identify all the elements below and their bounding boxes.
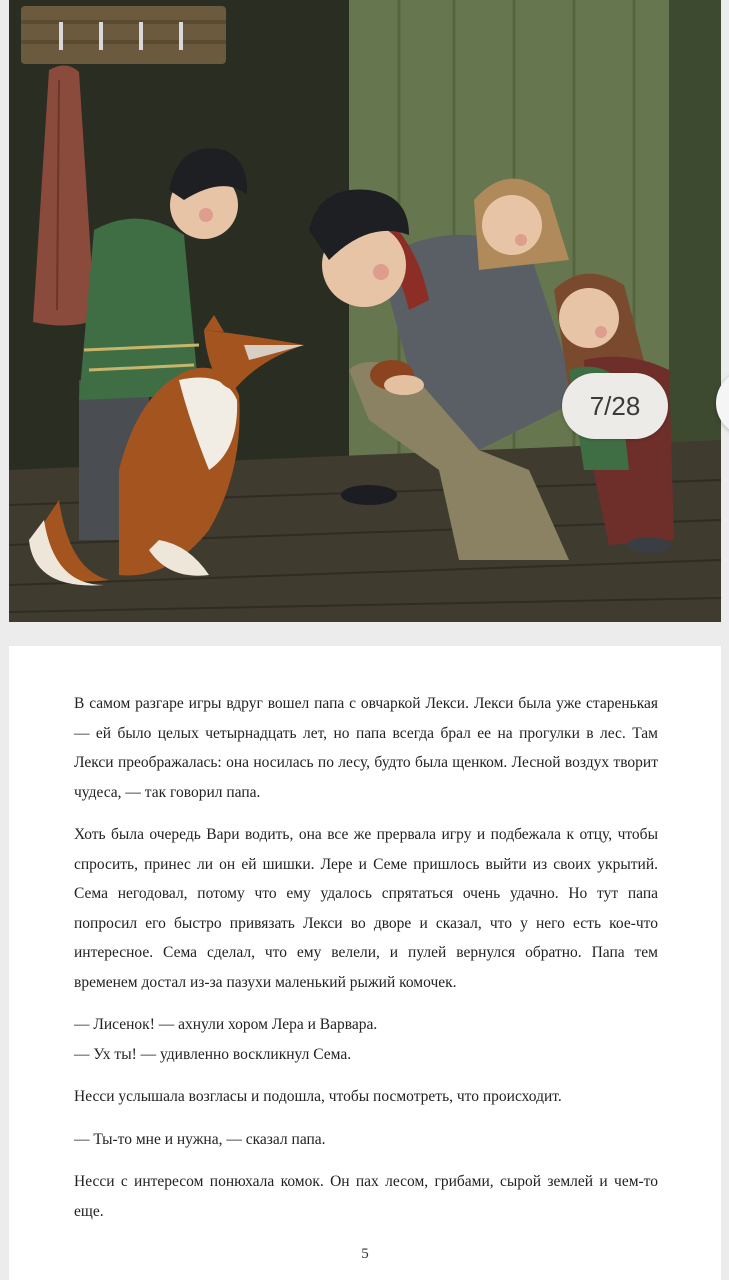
page-number: 5 — [361, 1246, 369, 1262]
paragraph: Хоть была очередь Вари водить, она все же прервала игру и подбежала к отцу, чтобы спросить, принес ли он ей шишки. Лере и Семе пришлось выйти из своих укрытий. Сема негодовал, потому что ему удалось спрятаться очень удачно. Но тут папа попросил его быстро привязать Лекси во дворе и сказал, что у него есть кое-что интересное. Сема сделал, что ему велели, и пулей вернулся обратно. Папа тем временем достал из-за пазухи маленький рыжий комочек. — [74, 826, 658, 991]
paragraph: — Ты-то мне и нужна, — сказал папа. — [74, 1130, 326, 1148]
text-page — [9, 646, 721, 1280]
paragraph: Несси услышала возгласы и подошла, чтобы посмотреть, что происходит. — [74, 1088, 562, 1105]
story-text — [74, 689, 658, 1239]
paragraph: — Ух ты! — удивленно воскликнул Сема. — [74, 1045, 352, 1063]
paragraph: — Лисенок! — ахнули хором Лера и Варвара. — [74, 1016, 378, 1033]
story-illustration — [9, 0, 721, 622]
page-indicator: 7/28 — [562, 373, 668, 439]
paragraph: Несси с интересом понюхала комок. Он пах лесом, грибами, сырой землей и чем-то еще. — [74, 1173, 658, 1220]
paragraph: В самом разгаре игры вдруг вошел папа с овчаркой Лекси. Лекси была уже старенькая — ей было целых четырнадцать лет, но папа всегда брал ее на прогулки в лес. Там Лекси преображалась: она носилась по лесу, будто была щенком. Лесной воздух творит чудеса, — так говорил папа. — [74, 695, 658, 801]
